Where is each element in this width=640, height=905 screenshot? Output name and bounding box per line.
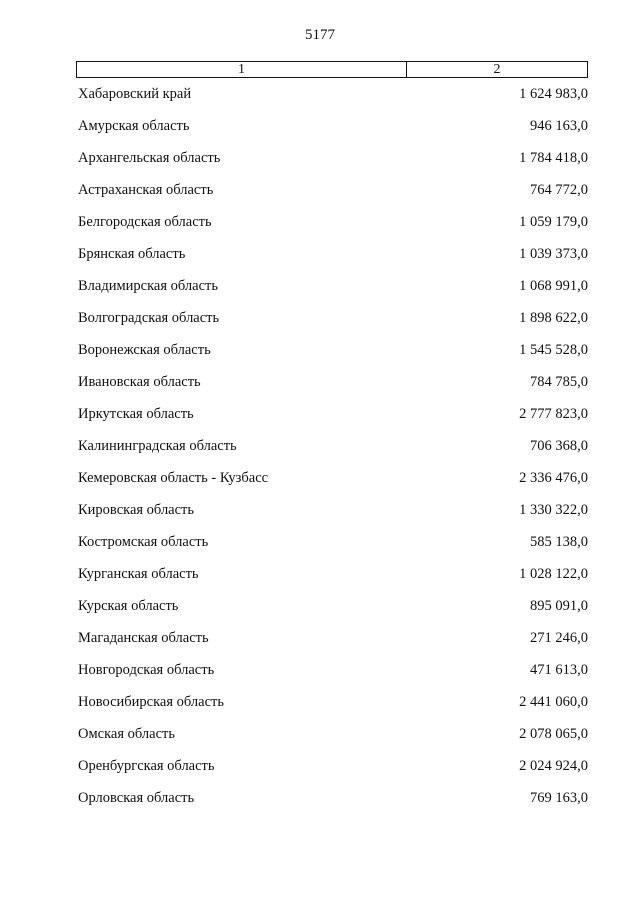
region-name: Белгородская область	[78, 214, 212, 230]
table-header	[76, 61, 588, 78]
table-row	[78, 182, 588, 214]
region-value: 1 039 373,0	[519, 246, 588, 262]
region-value: 2 777 823,0	[519, 406, 588, 422]
region-value: 1 330 322,0	[519, 502, 588, 518]
region-value: 1 068 991,0	[519, 278, 588, 294]
region-name: Орловская область	[78, 790, 195, 806]
region-name: Оренбургская область	[78, 758, 215, 774]
region-value: 471 613,0	[530, 662, 588, 678]
region-name: Архангельская область	[78, 150, 221, 166]
table-row	[78, 790, 588, 822]
region-value: 271 246,0	[530, 630, 588, 646]
region-value: 946 163,0	[530, 118, 588, 134]
table-row	[78, 214, 588, 246]
table-body	[78, 86, 588, 822]
table-row	[78, 374, 588, 406]
region-name: Иркутская область	[78, 406, 194, 422]
region-name: Новгородская область	[78, 662, 215, 678]
region-value: 585 138,0	[530, 534, 588, 550]
region-value: 1 545 528,0	[519, 342, 588, 358]
region-value: 1 898 622,0	[519, 310, 588, 326]
table-row	[78, 278, 588, 310]
table-row	[78, 598, 588, 630]
table-row	[78, 566, 588, 598]
table-row	[78, 406, 588, 438]
region-name: Астраханская область	[78, 182, 214, 198]
region-name: Кемеровская область - Кузбасс	[78, 470, 269, 486]
region-name: Новосибирская область	[78, 694, 224, 710]
table-row	[78, 758, 588, 790]
region-name: Амурская область	[78, 118, 190, 134]
table-row	[78, 342, 588, 374]
table-row	[78, 502, 588, 534]
region-value: 784 785,0	[530, 374, 588, 390]
region-name: Омская область	[78, 726, 175, 742]
region-value: 2 336 476,0	[519, 470, 588, 486]
column-header-1: 1	[77, 62, 407, 77]
region-name: Брянская область	[78, 246, 186, 262]
region-value: 2 078 065,0	[519, 726, 588, 742]
region-name: Ивановская область	[78, 374, 201, 390]
region-name: Калининградская область	[78, 438, 237, 454]
table-row	[78, 630, 588, 662]
region-value: 2 441 060,0	[519, 694, 588, 710]
region-name: Владимирская область	[78, 278, 218, 294]
region-name: Курганская область	[78, 566, 199, 582]
column-header-2: 2	[493, 62, 501, 77]
table-row	[78, 694, 588, 726]
region-value: 895 091,0	[530, 598, 588, 614]
table-row	[78, 86, 588, 118]
region-name: Магаданская область	[78, 630, 209, 646]
region-name: Кировская область	[78, 502, 195, 518]
region-name: Костромская область	[78, 534, 209, 550]
table-row	[78, 118, 588, 150]
table-row	[78, 310, 588, 342]
region-name: Воронежская область	[78, 342, 211, 358]
table-row	[78, 726, 588, 758]
region-name: Хабаровский край	[78, 86, 192, 102]
region-name: Курская область	[78, 598, 179, 614]
region-value: 1 784 418,0	[519, 150, 588, 166]
table-row	[78, 470, 588, 502]
region-value: 1 059 179,0	[519, 214, 588, 230]
region-value: 764 772,0	[530, 182, 588, 198]
table-row	[78, 246, 588, 278]
region-value: 1 028 122,0	[519, 566, 588, 582]
region-name: Волгоградская область	[78, 310, 220, 326]
table-row	[78, 662, 588, 694]
table-row	[78, 150, 588, 182]
region-value: 2 024 924,0	[519, 758, 588, 774]
table-row	[78, 438, 588, 470]
region-value: 1 624 983,0	[519, 86, 588, 102]
table-row	[78, 534, 588, 566]
page-number: 5177	[305, 27, 335, 43]
region-value: 706 368,0	[530, 438, 588, 454]
region-value: 769 163,0	[530, 790, 588, 806]
